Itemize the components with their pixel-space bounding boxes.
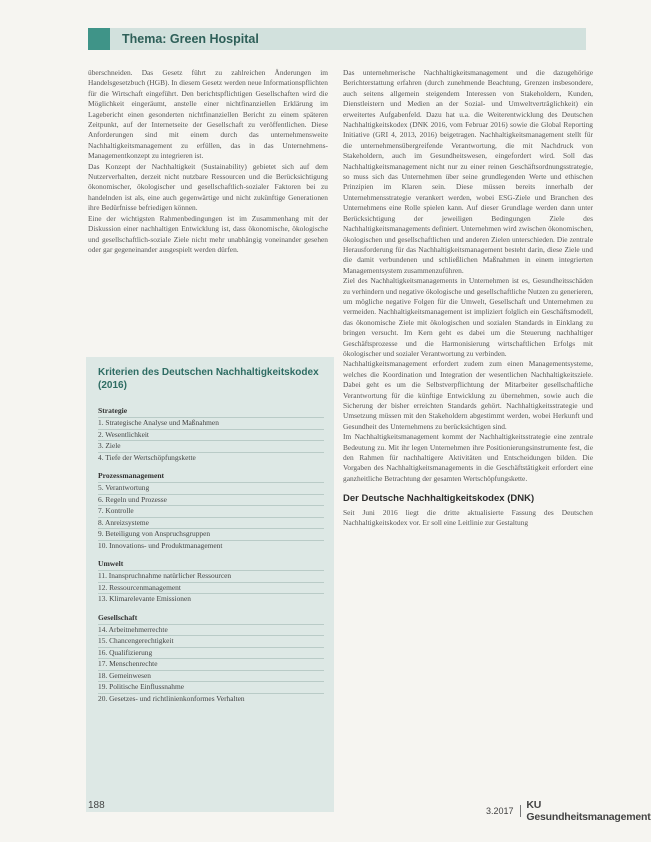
left-column [88,68,328,255]
criteria-item: 8. Anreizsysteme [98,517,324,529]
criteria-item: 17. Menschenrechte [98,658,324,670]
criteria-section-title: Prozessmanagement [98,471,165,480]
criteria-item: 15. Chancengerechtigkeit [98,635,324,647]
dnk-paragraph: Seit Juni 2016 liegt die dritte aktualisierte Fassung des Deutschen Nachhaltigkeitskodex vor. Er soll eine Leitlinie zur Gestaltung [343,507,593,528]
theme-title: Thema: Green Hospital [122,32,259,46]
criteria-section-title: Umwelt [98,559,124,568]
right-paragraph-2: Ziel des Nachhaltigkeitsmanagements in Unternehmen ist es, Gesundheitsschäden zu verhindern und negative ökologische und gesellschaftliche Nutzen zu generieren, um mögliche negative Folgen für die Umwelt, Gesellschaft und Unternehmen zu vermeiden. Nachhaltigkeitsmanagement ist impliziert folglich ein Geschäftsmodell, das ökonomische Ziele mit ökologischen und sozialen Standards in Einklang zu bringen versucht. Im Kern geht es dabei um die Steuerung nachhaltiger Geschäftsprozesse und die Harmonisierung wirtschaftlichen Erfolgs mit ökologischer und sozialer Verantwortung zu verbinden. [343,276,593,358]
criteria-item: 11. Inanspruchnahme natürlicher Ressourcen [98,570,324,582]
right-column [343,68,593,528]
criteria-item: 1. Strategische Analyse und Maßnahmen [98,417,324,429]
criteria-section-umwelt [86,559,334,605]
right-paragraph-3: Nachhaltigkeitsmanagement erfordert zudem zum einen Managementsysteme, welches die Koordination und Integration der wesentlichen Nachhaltigkeitsziele. Dabei geht es um die Selbstverpflichtung der Mitarbeiter gesellschaftliche Verantwortung für die künftige Entwicklung zu übernehmen, sowie auch die Sicherung der bisher erreichten Standards gehört. Nachhaltigkeitsstrategie und Umsetzung müssen mit den Stakeholdern abgestimmt werden, wobei Herkunft und Gesundheit des Unternehmens zu berücksichtigen sind. [343,359,593,431]
dnk-criteria-box [86,357,334,812]
criteria-item: 5. Verantwortung [98,482,324,494]
criteria-item: 10. Innovations- und Produktmanagement [98,540,324,552]
criteria-item: 13. Klimarelevante Emissionen [98,593,324,605]
magazine-logo: KU Gesundheitsmanagement [526,799,651,823]
criteria-item: 20. Gesetzes- und richtlinienkonformes Verhalten [98,693,324,705]
right-paragraph-4: Im Nachhaltigkeitsmanagement kommt der Nachhaltigkeitsstrategie eine zentrale Bedeutung zu. Mit ihr legen Unternehmen ihre Positionierungsinstrumente fest, die den Rahmen für nachhaltigere Aktivitäten und Entscheidungen bilden. Die Vorgaben des Nachhaltigkeitsmanagements in die Geschäftstätigkeit erfordert eine ganzheitliche Betrachtung der gesamten Wertschöpfungskette. [343,432,593,483]
criteria-section-title: Gesellschaft [98,612,138,622]
criteria-box-title: Kriterien des Deutschen Nachhaltigkeitskodex (2016) [98,367,319,391]
left-paragraph-2: Das Konzept der Nachhaltigkeit (Sustainability) gebietet sich auf dem Nutzerverhalten, derzeit nicht nutzbare Ressourcen und die Berücksichtigung ökonomischer, ökologischer und gesellschaftlich-sozialer Faktoren bei zu handelnden ist als, eine auch gegenwärtige und nicht zukünftige Generationen ihre Bedürfnisse befriedigen können. [88,161,328,213]
footer-issue-area [486,799,651,823]
criteria-item: 4. Tiefe der Wertschöpfungskette [98,452,324,464]
criteria-item: 12. Ressourcenmanagement [98,582,324,594]
theme-header-bar [88,28,586,50]
issue-label: 3.2017 [486,806,514,816]
criteria-item: 16. Qualifizierung [98,647,324,659]
left-paragraph-1: überschneiden. Das Gesetz führt zu zahlreichen Änderungen im Handelsgesetzbuch (HGB). In diesem Gesetz werden neue Informationspflichten für die Wirtschaft eingeführt. Den berichtspflichtigen Gesellschaften wird die Möglichkeit eingeräumt, anstelle einer nichtfinanziellen Erklärung im Lagebericht einen gesonderten nichtfinanziellen Bericht zu einem späteren Zeitpunkt, auf der Internetseite der Gesellschaft zu veröffentlichen. Diese Anforderungen sind mit einem durch das unternehmensweite Nachhaltigkeitsmanagement zu erfüllen, das in das Unternehmens-Managementkonzept zu integrieren ist. [88,68,328,161]
criteria-item: 7. Kontrolle [98,505,324,517]
criteria-item: 6. Regeln und Prozesse [98,494,324,506]
criteria-item: 3. Ziele [98,440,324,452]
theme-color-square [88,28,110,50]
criteria-item: 2. Wesentlichkeit [98,429,324,441]
dnk-section-heading: Der Deutsche Nachhaltigkeitskodex (DNK) [343,493,535,505]
criteria-section-gesellschaft [86,613,334,705]
left-paragraph-3: Eine der wichtigsten Rahmenbedingungen ist im Zusammenhang mit der Diskussion einer nachhaltigen Entwicklung ist, dass ökonomische, ökologische und gesellschaftlich-soziale Ziele nicht mehr unabhängig voneinander gesehen oder gar gegeneinander ausgespielt werden dürfen. [88,213,328,254]
footer-divider [520,805,521,817]
criteria-section-strategie [86,406,334,463]
criteria-item: 19. Politische Einflussnahme [98,681,324,693]
criteria-section-title: Strategie [98,406,128,415]
criteria-item: 14. Arbeitnehmerrechte [98,624,324,636]
criteria-section-prozessmanagement [86,471,334,551]
page-number: 188 [88,800,105,811]
right-paragraph-1: Das unternehmerische Nachhaltigkeitsmanagement und die dazugehörige Berichterstattung erfahren (durch zunehmende Beachtung, Grenzen insbesondere, auch seitens allgemein steigendem Interessen von Stakeholdern, Kunden, Dienstleistern und Medien an der Sozial- und Umweltverträglichkeit) ein erweitertes Aufgabenfeld. Dazu hat u.a. die Weiterentwicklung des Deutschen Nachhaltigkeitskodex (DNK 2016, vom Februar 2016) sowie die Global Reporting Initiative (GRI 4, 2013, 2016) beigetragen. Nachhaltigkeitsmanagement stellt für die unternehmensübergreifende Verantwortung, die mit Nachdruck von Stakeholdern, auch im Gesundheitswesen, eingefordert wird. Soll das Nachhaltigkeitsmanagement nicht nur zu einer reinen Geschäftsordnungsstrategie, so muss sich das Unternehmen über seine grundlegenden Werte und ethischen Prinzipien im Klaren sein. Diese müssen bereits innerhalb der Unternehmensstrategie verankert werden, wobei ESG-Ziele und Branchen des Unternehmens eine Rolle spielen kann. Auf dieser Grundlage werden dann unter Berücksichtigung der jeweiligen Bedingungen Ziele des Nachhaltigkeitsmanagements definiert. Unternehmen wird zwischen ökonomischen, ökologischen und gesellschaftlichen und anderen Zielen unterschieden. Die zentrale Herausforderung für das Nachhaltigkeitsmanagement besteht darin, diese Ziele und die damit verbundenen und schließlichen Maßnahmen in einem integrierten Managementsystem zusammenzuführen. [343,68,593,275]
criteria-item: 9. Beteiligung von Anspruchsgruppen [98,528,324,540]
criteria-item: 18. Gemeinwesen [98,670,324,682]
